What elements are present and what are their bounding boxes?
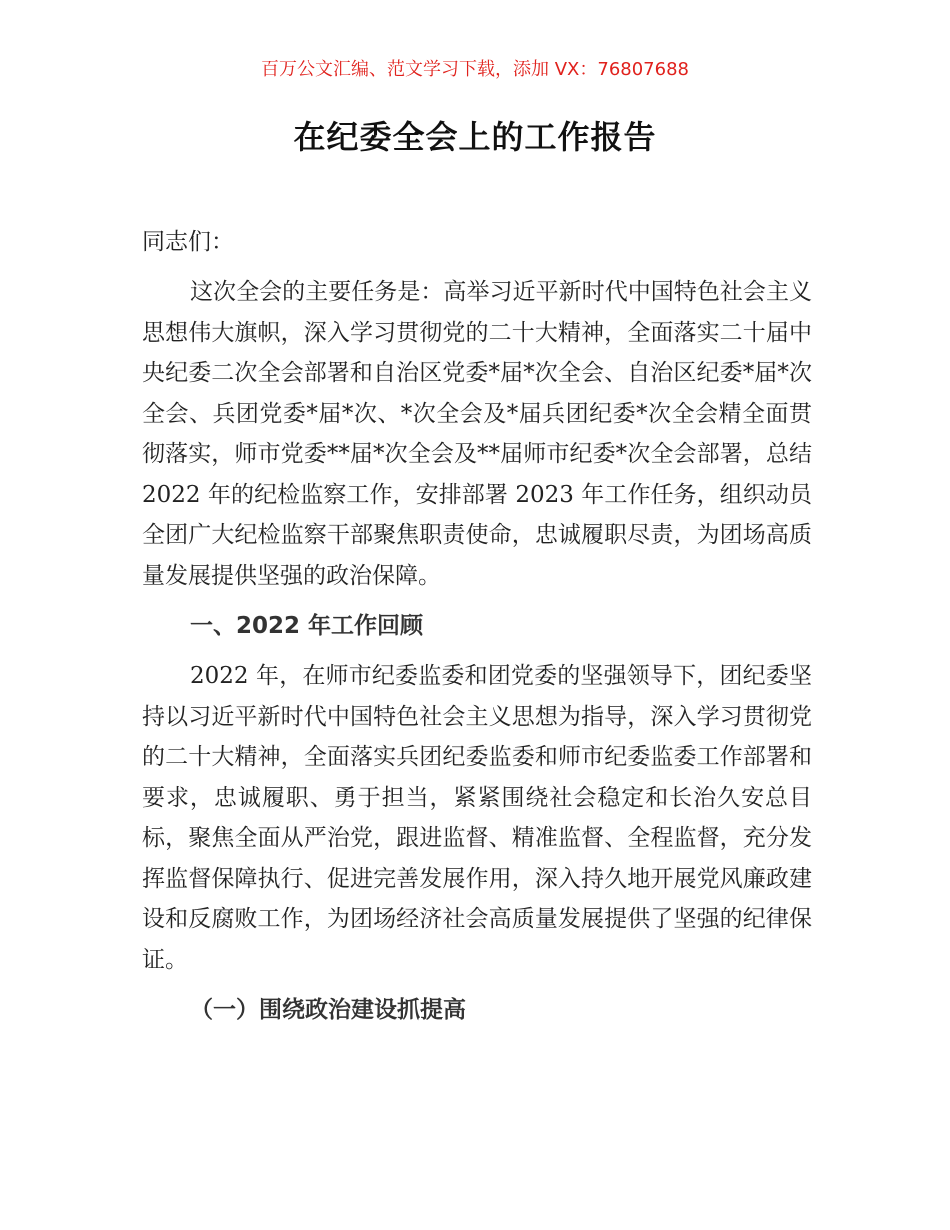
document-body <box>142 222 812 1030</box>
watermark-header: 百万公文汇编、范文学习下载，添加 VX：76807688 <box>261 59 689 80</box>
section-heading: 一、2022 年工作回顾 <box>190 613 424 639</box>
salutation: 同志们： <box>142 229 234 255</box>
intro-paragraph: 这次全会的主要任务是：高举习近平新时代中国特色社会主义思想伟大旗帜，深入学习贯彻党的二十大精神，全面落实二十届中央纪委二次全会部署和自治区党委*届*次全会、自治区纪委*届*次全会、兵团党委*届*次、*次全会及*届兵团纪委*次全会精全面贯彻落实，师市党委**届*次全会及**届师市纪委*次全会部署，总结 2022 年的纪检监察工作，安排部署 2023 年工作任务，组织动员全团广大纪检监察干部聚焦职责使命，忠诚履职尽责，为团场高质量发展提供坚强的政治保障。 <box>142 279 813 589</box>
document-title: 在纪委全会上的工作报告 <box>293 118 657 156</box>
subsection-heading: （一）围绕政治建设抓提高 <box>190 997 466 1023</box>
review-paragraph: 2022 年，在师市纪委监委和团党委的坚强领导下，团纪委坚持以习近平新时代中国特色社会主义思想为指导，深入学习贯彻党的二十大精神，全面落实兵团纪委监委和师市纪委监委工作部署和要求，忠诚履职、勇于担当，紧紧围绕社会稳定和长治久安总目标，聚焦全面从严治党，跟进监督、精准监督、全程监督，充分发挥监督保障执行、促进完善发展作用，深入持久地开展党风廉政建设和反腐败工作，为团场经济社会高质量发展提供了坚强的纪律保证。 <box>142 663 812 973</box>
